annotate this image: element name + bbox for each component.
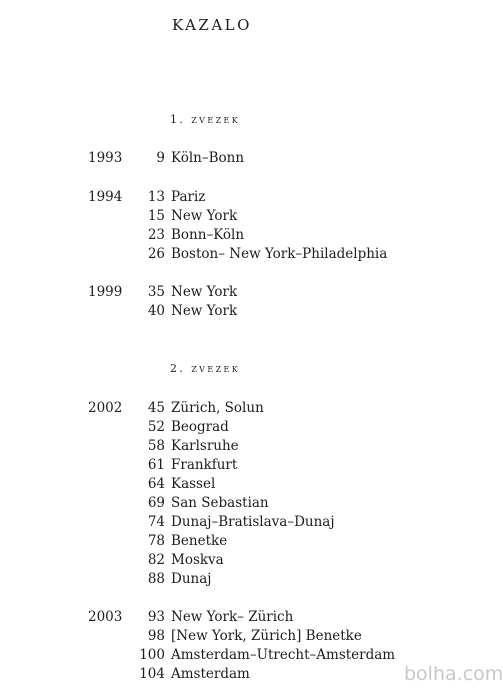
toc-entry <box>0 608 489 627</box>
entry-place: Dunaj–Bratislava–Dunaj <box>171 514 335 530</box>
toc-entry <box>0 551 489 570</box>
entry-page-number: 98 <box>147 628 165 644</box>
entry-page-number: 52 <box>147 419 165 435</box>
entry-place: San Sebastian <box>171 495 269 511</box>
toc-entry <box>0 513 489 532</box>
entry-page-number: 23 <box>147 227 165 243</box>
toc-entry <box>0 149 489 168</box>
entry-place: Zürich, Solun <box>171 400 264 416</box>
entry-page-number: 35 <box>147 284 165 300</box>
entry-place: Benetke <box>171 533 228 549</box>
entry-page-number: 104 <box>139 666 165 682</box>
entry-place: [New York, Zürich] Benetke <box>171 628 362 644</box>
entry-page-number: 45 <box>147 400 165 416</box>
entry-page-number: 88 <box>147 571 165 587</box>
toc-entry <box>0 627 489 646</box>
entry-page-number: 40 <box>147 303 165 319</box>
entry-page-number: 15 <box>147 208 165 224</box>
page-title: KAZALO <box>172 16 252 34</box>
entry-page-number: 61 <box>147 457 165 473</box>
toc-entry <box>0 570 489 589</box>
entry-place: Kassel <box>171 476 216 492</box>
entry-place: Köln–Bonn <box>171 150 245 166</box>
entry-page-number: 64 <box>147 476 165 492</box>
entry-place: Pariz <box>171 189 206 205</box>
entry-page-number: 13 <box>147 189 165 205</box>
toc-entry <box>0 456 489 475</box>
entry-year: 1994 <box>88 189 123 205</box>
entry-page-number: 26 <box>147 246 165 262</box>
entry-place: New York <box>171 284 238 300</box>
entry-place: Dunaj <box>171 571 212 587</box>
entry-year: 2003 <box>88 609 123 625</box>
entry-place: Boston– New York–Philadelphia <box>171 246 388 262</box>
toc-entry <box>0 399 489 418</box>
entry-year: 1993 <box>88 150 123 166</box>
entry-place: Beograd <box>171 419 229 435</box>
entry-year: 1999 <box>88 284 123 300</box>
entry-page-number: 74 <box>147 514 165 530</box>
toc-entry <box>0 437 489 456</box>
entry-place: New York– Zürich <box>171 609 294 625</box>
entry-page-number: 93 <box>147 609 165 625</box>
toc-entry <box>0 207 489 226</box>
toc-entry <box>0 494 489 513</box>
entry-page-number: 82 <box>147 552 165 568</box>
entry-page-number: 69 <box>147 495 165 511</box>
toc-entry <box>0 226 489 245</box>
volume-heading: 2. zvezek <box>170 362 241 375</box>
toc-entry <box>0 418 489 437</box>
entry-page-number: 9 <box>156 150 165 166</box>
entry-place: New York <box>171 303 238 319</box>
toc-entry <box>0 532 489 551</box>
entry-place: Frankfurt <box>171 457 238 473</box>
watermark: bolha.com <box>404 663 503 685</box>
toc-entry <box>0 245 489 264</box>
toc-entry <box>0 475 489 494</box>
entry-place: Moskva <box>171 552 224 568</box>
toc-entry <box>0 302 489 321</box>
entry-page-number: 78 <box>147 533 165 549</box>
toc-entry <box>0 188 489 207</box>
entry-year: 2002 <box>88 400 123 416</box>
entry-place: Amsterdam <box>171 666 250 682</box>
entry-page-number: 100 <box>139 647 165 663</box>
entry-place: Karlsruhe <box>171 438 239 454</box>
entry-place: New York <box>171 208 238 224</box>
volume-heading: 1. zvezek <box>170 113 241 126</box>
entry-place: Bonn–Köln <box>171 227 245 243</box>
entry-place: Amsterdam–Utrecht–Amsterdam <box>171 647 396 663</box>
entry-page-number: 58 <box>147 438 165 454</box>
toc-entry <box>0 283 489 302</box>
